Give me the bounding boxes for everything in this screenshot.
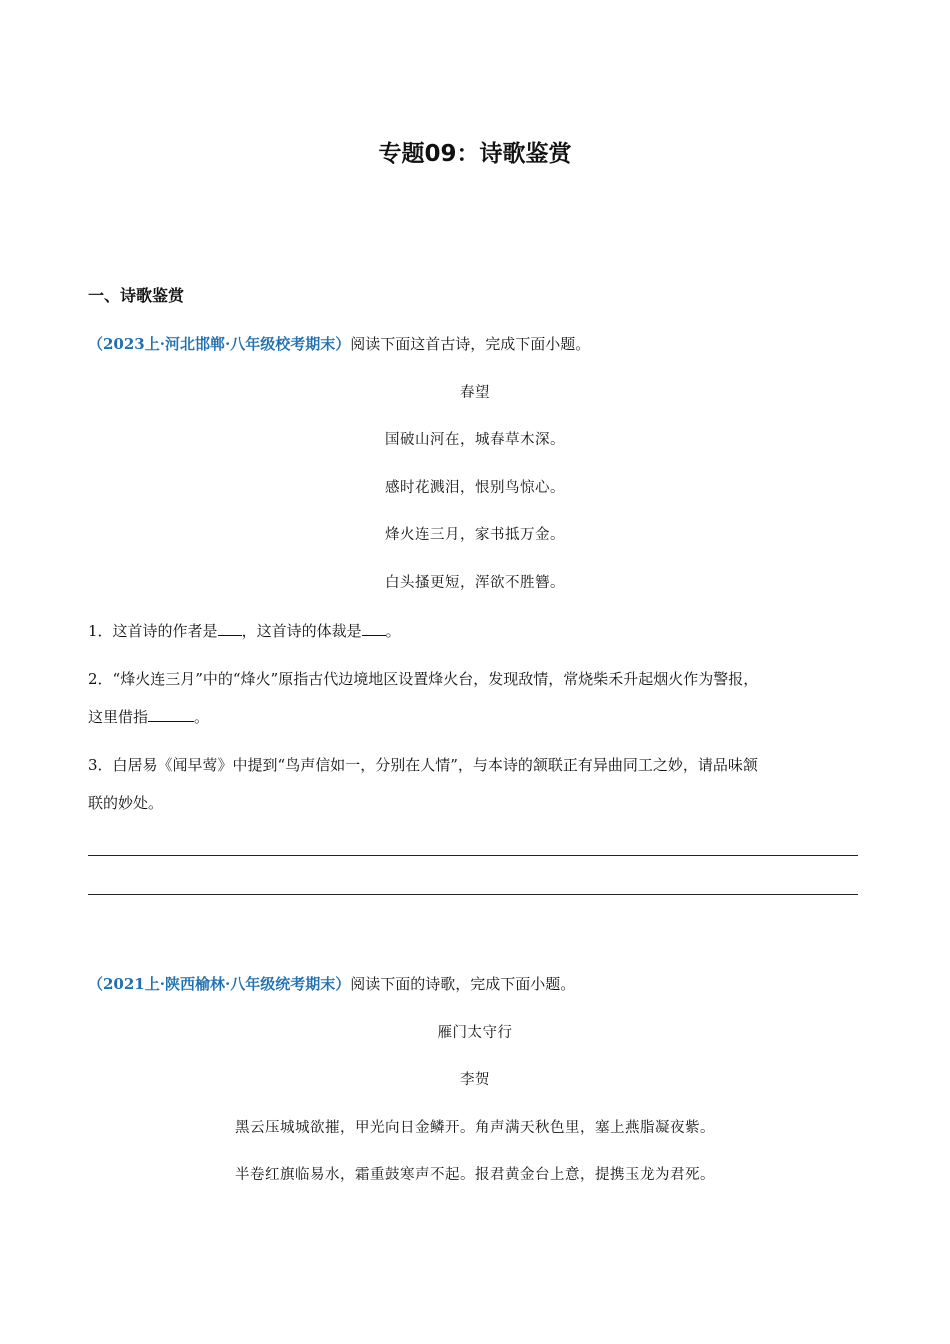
question-2-end: 。 <box>194 708 210 726</box>
section-heading: 一、诗歌鉴赏 <box>88 286 185 305</box>
block1-source: （2023上·河北邯郸·八年级校考期末） <box>88 335 351 353</box>
block1-intro <box>88 332 860 356</box>
poem1-title: 春望 <box>460 385 490 401</box>
poem1-line-4: 白头搔更短，浑欲不胜簪。 <box>385 575 565 591</box>
answer-blank-author[interactable] <box>218 619 242 636</box>
answer-line-1[interactable] <box>88 855 858 856</box>
poem2-author: 李贺 <box>460 1072 490 1088</box>
page-title: 专题09：诗歌鉴赏 <box>378 141 572 167</box>
answer-blank-genre[interactable] <box>362 619 386 636</box>
block2-intro <box>88 972 860 996</box>
question-1 <box>88 619 401 643</box>
poem1-line-1: 国破山河在，城春草木深。 <box>385 432 565 448</box>
question-1-number: 1． <box>88 622 113 640</box>
block2-source: （2021上·陕西榆林·八年级统考期末） <box>88 975 351 993</box>
question-1-end: 。 <box>385 622 401 640</box>
question-3-text: 白居易《闻早莺》中提到“鸟声信如一，分别在人情”，与本诗的颔联正有异曲同工之妙，请品味颔 <box>112 756 758 774</box>
question-3-cont: 联的妙处。 <box>88 794 164 812</box>
question-2-text-2: 这里借指 <box>88 708 149 726</box>
question-1-text: 这首诗的作者是 <box>112 622 218 640</box>
poem2-line-1: 黑云压城城欲摧，甲光向日金鳞开。角声满天秋色里，塞上燕脂凝夜紫。 <box>235 1120 715 1136</box>
question-3-number: 3． <box>88 756 113 774</box>
question-2-text: “烽火连三月”中的“烽火”原指古代边境地区设置烽火台，发现敌情，常烧柴禾升起烟火作为警报， <box>112 670 759 688</box>
question-2 <box>88 667 758 691</box>
block2-instruction: 阅读下面的诗歌，完成下面小题。 <box>350 975 576 993</box>
question-2-cont <box>88 705 209 729</box>
question-3 <box>88 753 758 777</box>
poem1-line-2: 感时花溅泪，恨别鸟惊心。 <box>385 480 565 496</box>
question-2-number: 2． <box>88 670 113 688</box>
poem1-line-3: 烽火连三月，家书抵万金。 <box>385 527 565 543</box>
poem2-title: 雁门太守行 <box>437 1025 513 1041</box>
answer-blank-beacon[interactable] <box>148 705 194 722</box>
answer-line-2[interactable] <box>88 894 858 895</box>
block1-instruction: 阅读下面这首古诗，完成下面小题。 <box>350 335 591 353</box>
question-1-text-2: ，这首诗的体裁是 <box>241 622 362 640</box>
poem2-line-2: 半卷红旗临易水，霜重鼓寒声不起。报君黄金台上意，提携玉龙为君死。 <box>235 1167 715 1183</box>
